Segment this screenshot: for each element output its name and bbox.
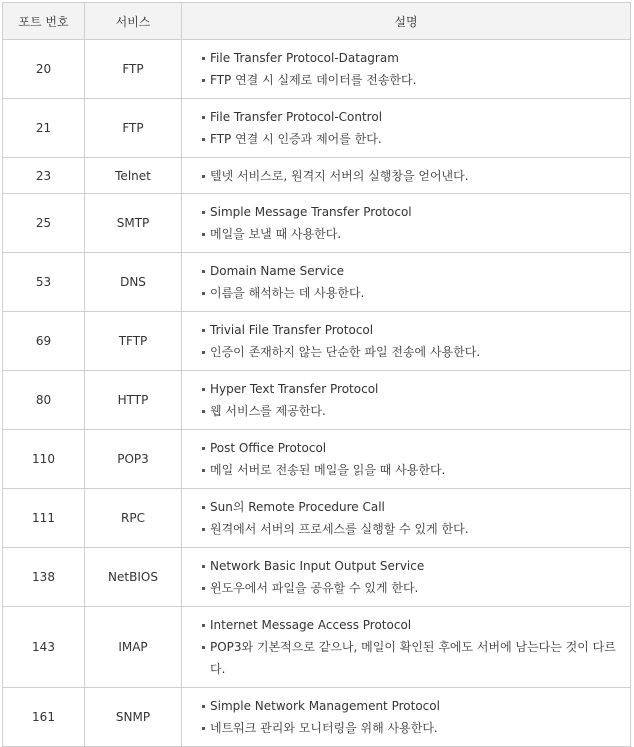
description-bullet-line: 윈도우에서 파일을 공유할 수 있게 한다. (202, 577, 624, 599)
port-number-cell: 138 (3, 548, 85, 607)
description-cell (182, 253, 631, 312)
port-number-cell: 23 (3, 158, 85, 194)
table-row (3, 371, 631, 430)
service-name-cell: TFTP (85, 312, 182, 371)
description-cell (182, 430, 631, 489)
description-bullet-line: 원격에서 서버의 프로세스를 실행할 수 있게 한다. (202, 518, 624, 540)
service-name-cell: SNMP (85, 688, 182, 747)
description-bullet-line: Trivial File Transfer Protocol (202, 319, 624, 341)
table-row (3, 548, 631, 607)
table-header-row (3, 3, 631, 40)
port-number-cell: 80 (3, 371, 85, 430)
service-name-cell: RPC (85, 489, 182, 548)
description-cell (182, 548, 631, 607)
table-row (3, 607, 631, 688)
port-number-cell: 25 (3, 194, 85, 253)
port-number-cell: 110 (3, 430, 85, 489)
description-cell (182, 312, 631, 371)
service-name-cell: IMAP (85, 607, 182, 688)
port-number-cell: 143 (3, 607, 85, 688)
service-name-cell: FTP (85, 99, 182, 158)
port-number-cell: 21 (3, 99, 85, 158)
service-name-cell: NetBIOS (85, 548, 182, 607)
port-number-cell: 69 (3, 312, 85, 371)
port-number-cell: 53 (3, 253, 85, 312)
table-row (3, 312, 631, 371)
description-bullet-line: 텔넷 서비스로, 원격지 서버의 실행창을 얻어낸다. (202, 165, 624, 187)
table-row (3, 158, 631, 194)
description-cell (182, 371, 631, 430)
description-bullet-line: 네트워크 관리와 모니터링을 위해 사용한다. (202, 717, 624, 739)
header-service: 서비스 (85, 3, 182, 40)
service-name-cell: HTTP (85, 371, 182, 430)
service-name-cell: DNS (85, 253, 182, 312)
table-row (3, 489, 631, 548)
table-row (3, 99, 631, 158)
description-cell (182, 607, 631, 688)
description-bullet-line: 메일을 보낼 때 사용한다. (202, 223, 624, 245)
table-body (3, 40, 631, 747)
table-row (3, 40, 631, 99)
description-bullet-line: Simple Network Management Protocol (202, 695, 624, 717)
port-number-cell: 161 (3, 688, 85, 747)
description-cell (182, 194, 631, 253)
description-bullet-line: Post Office Protocol (202, 437, 624, 459)
service-name-cell: SMTP (85, 194, 182, 253)
description-bullet-line: 메일 서버로 전송된 메일을 읽을 때 사용한다. (202, 459, 624, 481)
description-bullet-line: POP3와 기본적으로 같으나, 메일이 확인된 후에도 서버에 남는다는 것이 다르다. (202, 636, 624, 680)
description-bullet-line: Internet Message Access Protocol (202, 614, 624, 636)
description-bullet-line: Sun의 Remote Procedure Call (202, 496, 624, 518)
description-cell (182, 99, 631, 158)
description-bullet-line: FTP 연결 시 인증과 제어를 한다. (202, 128, 624, 150)
description-cell (182, 40, 631, 99)
header-description: 설명 (182, 3, 631, 40)
description-cell (182, 158, 631, 194)
description-bullet-line: Simple Message Transfer Protocol (202, 201, 624, 223)
service-name-cell: FTP (85, 40, 182, 99)
table-row (3, 688, 631, 747)
description-cell (182, 489, 631, 548)
header-port: 포트 번호 (3, 3, 85, 40)
description-bullet-line: Domain Name Service (202, 260, 624, 282)
port-number-cell: 111 (3, 489, 85, 548)
table-row (3, 430, 631, 489)
description-bullet-line: 웹 서비스를 제공한다. (202, 400, 624, 422)
port-service-table (2, 2, 631, 747)
description-bullet-line: Hyper Text Transfer Protocol (202, 378, 624, 400)
description-bullet-line: File Transfer Protocol-Control (202, 106, 624, 128)
service-name-cell: Telnet (85, 158, 182, 194)
description-cell (182, 688, 631, 747)
table-row (3, 194, 631, 253)
table-row (3, 253, 631, 312)
service-name-cell: POP3 (85, 430, 182, 489)
description-bullet-line: Network Basic Input Output Service (202, 555, 624, 577)
description-bullet-line: FTP 연결 시 실제로 데이터를 전송한다. (202, 69, 624, 91)
description-bullet-line: 이름을 해석하는 데 사용한다. (202, 282, 624, 304)
description-bullet-line: File Transfer Protocol-Datagram (202, 47, 624, 69)
port-number-cell: 20 (3, 40, 85, 99)
description-bullet-line: 인증이 존재하지 않는 단순한 파일 전송에 사용한다. (202, 341, 624, 363)
